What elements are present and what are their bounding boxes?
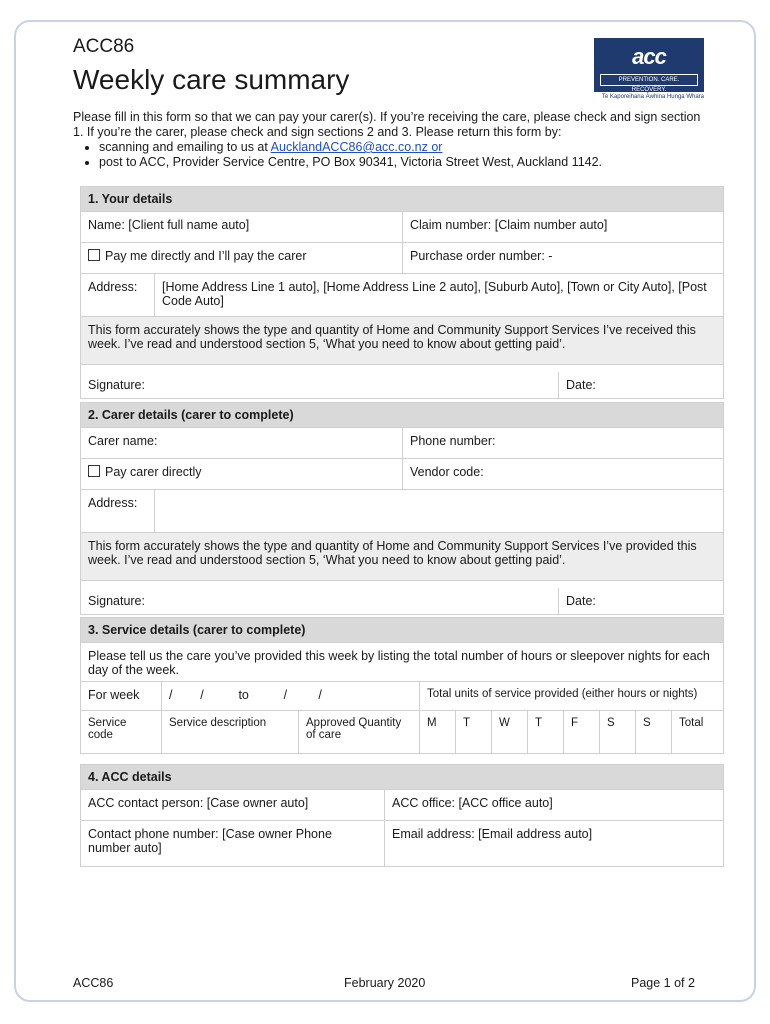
page-number: Page 1 of 2 [631, 976, 695, 990]
phone-number-field[interactable]: Phone number: [402, 428, 723, 458]
approved-quantity-header: Approved Quantity of care [298, 711, 419, 753]
section-service-details [80, 617, 724, 754]
address-label: Address: [88, 280, 138, 294]
bullet-text: scanning and emailing to us at [99, 140, 268, 154]
address-label: Address: [88, 496, 138, 510]
signature-field[interactable]: Signature: [88, 594, 145, 608]
table-row [81, 459, 723, 490]
day-header: M [419, 711, 455, 753]
section-carer-details [80, 402, 724, 615]
service-description-header: Service description [161, 711, 298, 753]
footer-form-code: ACC86 [73, 976, 114, 990]
table-row [81, 682, 723, 711]
table-row [81, 821, 723, 867]
logo-maori-name: Te Kaporeihana Āwhina Hunga Whara [601, 94, 704, 100]
acc-contact-field: ACC contact person: [Case owner auto] [88, 796, 309, 810]
date-field[interactable]: Date: [558, 588, 723, 614]
checkbox-label: Pay me directly and I’ll pay the carer [105, 249, 307, 263]
section-acc-details [80, 764, 724, 867]
email-link[interactable]: AucklandACC86@acc.co.nz or [270, 140, 443, 154]
return-options [73, 140, 713, 170]
section-title: 1. Your details [81, 187, 723, 212]
purchase-order-field[interactable]: Purchase order number: - [402, 243, 723, 273]
table-row [81, 643, 723, 682]
acc-logo [594, 38, 704, 100]
acc-office-field: ACC office: [ACC office auto] [384, 790, 723, 820]
logo-box [594, 38, 704, 92]
form-code: ACC86 [73, 36, 135, 57]
table-row [81, 490, 723, 533]
list-item [99, 140, 713, 155]
table-row [81, 365, 723, 399]
list-item: • post to ACC, Provider Service Centre, PO Box 90341, Victoria Street West, Auckland 1142. [99, 155, 713, 170]
section-your-details [80, 186, 724, 399]
carer-name-field[interactable]: Carer name: [88, 434, 158, 448]
footer-date: February 2020 [344, 976, 426, 990]
table-row [81, 274, 723, 317]
section-title: 4. ACC details [81, 765, 723, 790]
day-header: T [455, 711, 491, 753]
table-row [81, 533, 723, 581]
service-code-header: Service code [88, 717, 127, 741]
week-date-range[interactable]: / / to / / [161, 682, 419, 710]
email-address-field: Email address: [Email address auto] [384, 821, 723, 866]
declaration-text: This form accurately shows the type and quantity of Home and Community Support Services I’ve provided this week. I’ve read and understood section 5, ‘What you need to know about getting paid’. [88, 539, 697, 567]
total-header: Total [671, 711, 723, 753]
client-name-field[interactable]: Name: [Client full name auto] [88, 218, 250, 232]
table-row [81, 428, 723, 459]
intro-text: Please fill in this form so that we can pay your carer(s). If you’re receiving the care, please check and sign section 1. If you’re the carer, please check and sign sections 2 and 3. Please return this form by: [73, 110, 701, 139]
table-row [81, 581, 723, 615]
pay-me-option[interactable] [81, 243, 402, 273]
table-row [81, 711, 723, 754]
pay-carer-option[interactable] [81, 459, 402, 489]
day-header: S [635, 711, 671, 753]
declaration-text: This form accurately shows the type and quantity of Home and Community Support Services I’ve received this week. I’ve read and understood section 5, ‘What you need to know about getting paid’. [88, 323, 696, 351]
contact-phone-field: Contact phone number: [Case owner Phone number auto] [88, 827, 332, 855]
signature-field[interactable]: Signature: [88, 378, 145, 392]
day-header: W [491, 711, 527, 753]
table-row [81, 317, 723, 365]
table-row [81, 790, 723, 821]
page-title: Weekly care summary [73, 64, 350, 95]
logo-tagline: PREVENTION. CARE. RECOVERY. [600, 74, 698, 86]
address-field[interactable] [154, 490, 723, 532]
section-title: 3. Service details (carer to complete) [81, 618, 723, 643]
checkbox[interactable] [88, 465, 100, 477]
intro [73, 110, 713, 170]
for-week-label: For week [88, 688, 140, 702]
logo-word: acc [632, 44, 666, 69]
address-field[interactable]: [Home Address Line 1 auto], [Home Address Line 2 auto], [Suburb Auto], [Town or City Auto], [Post Code Auto] [154, 274, 723, 316]
checkbox[interactable] [88, 249, 100, 261]
day-header: T [527, 711, 563, 753]
instructions-text: Please tell us the care you’ve provided this week by listing the total number of hours or sleepover nights for each day of the week. [88, 649, 710, 677]
table-row [81, 243, 723, 274]
table-row [81, 212, 723, 243]
day-header: S [599, 711, 635, 753]
checkbox-label: Pay carer directly [105, 465, 202, 479]
section-title: 2. Carer details (carer to complete) [81, 403, 723, 428]
vendor-code-field[interactable]: Vendor code: [402, 459, 723, 489]
claim-number-field[interactable]: Claim number: [Claim number auto] [402, 212, 723, 242]
total-units-label: Total units of service provided (either hours or nights) [419, 682, 723, 710]
day-header: F [563, 711, 599, 753]
date-field[interactable]: Date: [558, 372, 723, 398]
